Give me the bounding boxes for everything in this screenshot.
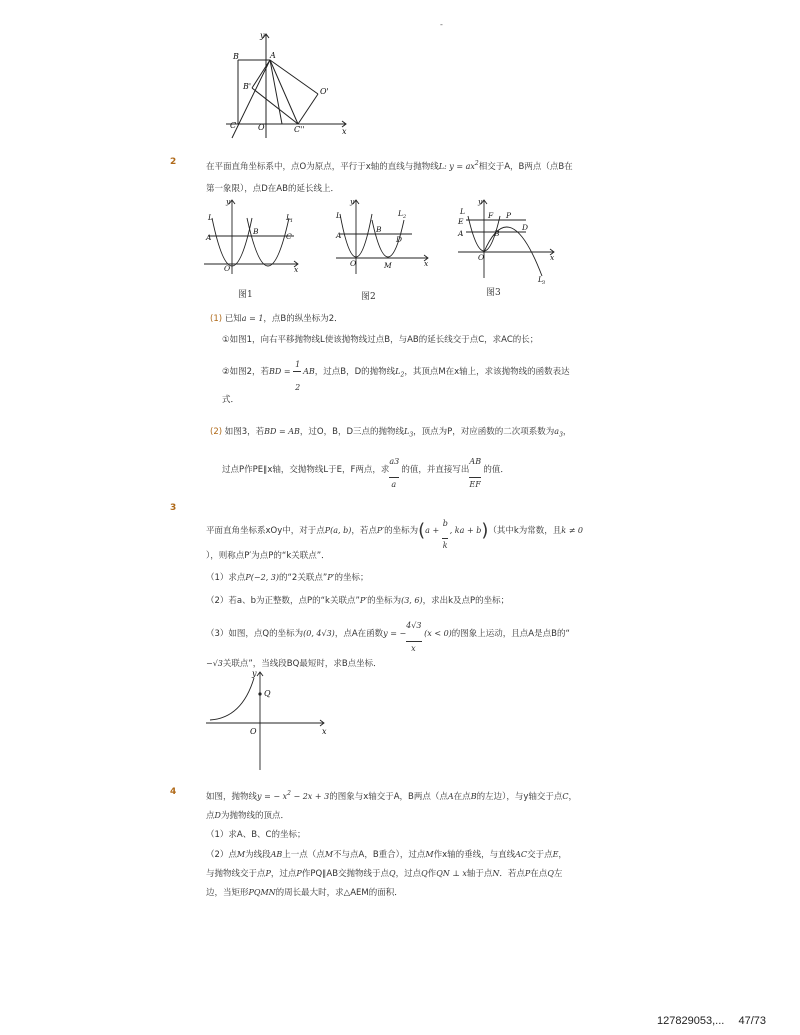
q2-part-1-i: ①如图1，向右平移抛物线L使该抛物线过点B，与AB的延长线交于点C，求AC的长； xyxy=(222,335,539,345)
svg-text:y: y xyxy=(478,197,483,206)
svg-text:L: L xyxy=(538,275,543,284)
q2-stem-line-2: 第一象限），点D在AB的延长线上． xyxy=(206,184,339,194)
svg-text:L: L xyxy=(336,211,341,220)
svg-text:O: O xyxy=(350,259,357,268)
page-number: 47/73 xyxy=(738,1015,766,1027)
q3-stem-line-1: 平面直角坐标系xOy中，对于点P(a, b)，若点P′的坐标为(a + $\frac{b}{k}$ , ka + b)（其中k为常数，且k ≠ 0 xyxy=(206,519,584,550)
svg-text:L: L xyxy=(286,213,291,222)
svg-text:C: C xyxy=(286,232,292,241)
q4-stem-line-2: 点D为抛物线的顶点． xyxy=(206,811,289,821)
q2-figure-3-caption: 图3 xyxy=(486,288,501,298)
svg-text:A: A xyxy=(458,229,464,238)
svg-text:O: O xyxy=(224,264,231,273)
q3-part-3-cont: −√3关联点”，当线段BQ最短时，求B点坐标． xyxy=(206,659,382,669)
q3-part-2: （2）若a、b为正整数，点P的“k关联点”P′的坐标为(3, 6)，求出k及点P的坐标； xyxy=(206,596,510,606)
q2-part-2-stem: (2) 如图3，若BD = AB，过O，B，D三点的抛物线$L_3$，顶点为P，对应函数的二次项系数为$a_3$， xyxy=(210,427,572,439)
svg-text:O: O xyxy=(478,253,485,262)
q2-part-1-ii-cont: 式． xyxy=(222,395,240,405)
svg-text:1: 1 xyxy=(290,218,294,224)
q2-figure-1 xyxy=(202,196,302,276)
svg-text:D: D xyxy=(396,235,403,244)
question-number-4: 4 xyxy=(170,787,177,797)
svg-text:L: L xyxy=(208,213,213,222)
page-footer xyxy=(657,1015,766,1027)
svg-text:B: B xyxy=(253,227,259,236)
svg-text:A: A xyxy=(206,233,212,242)
svg-text:x: x xyxy=(550,253,555,262)
question-number-2: 2 xyxy=(170,157,177,167)
svg-text:y: y xyxy=(350,197,355,206)
svg-text:L: L xyxy=(460,207,465,216)
top-mark: - xyxy=(440,20,443,29)
document-id: 127829053,... xyxy=(657,1015,725,1027)
svg-text:x: x xyxy=(322,727,327,736)
svg-text:O: O xyxy=(250,727,257,736)
svg-text:B: B xyxy=(233,52,239,61)
svg-text:x: x xyxy=(342,127,347,136)
q3-stem-line-2: ），则称点P′为点P的“k关联点”． xyxy=(206,551,330,561)
svg-text:C'': C'' xyxy=(294,125,305,134)
q2-part-1-ii: ②如图2，若BD = $\frac{1}{2}$ AB，过点B，D的抛物线$L_2$，其顶点M在x轴上，求该抛物线的函数表达 xyxy=(222,360,570,392)
svg-text:x: x xyxy=(294,265,299,274)
svg-text:A: A xyxy=(270,51,276,60)
svg-text:C: C xyxy=(230,121,237,130)
q2-part-1-stem: (1) 已知a = 1，点B的纵坐标为2． xyxy=(210,314,343,324)
svg-text:O: O xyxy=(258,123,265,132)
q2-figure-1-caption: 图1 xyxy=(238,290,253,300)
svg-text:A: A xyxy=(336,231,342,240)
q2-stem-line-1: 在平面直角坐标系中，点O为原点，平行于x轴的直线与抛物线L: $y = ax^2$相交于A，B两点（点B在 xyxy=(206,160,573,172)
svg-text:F: F xyxy=(488,211,494,220)
q3-part-3: （3）如图，点Q的坐标为(0, 4√3)，点A在函数y = − $\frac{4√3}{x}$ (x < 0)的图象上运动，且点A是点B的“ xyxy=(206,621,570,653)
svg-text:y: y xyxy=(226,197,231,206)
top-rotation-figure xyxy=(222,30,352,142)
svg-text:2: 2 xyxy=(403,214,407,220)
svg-text:3: 3 xyxy=(542,280,546,284)
svg-text:Q: Q xyxy=(264,689,271,698)
svg-text:P: P xyxy=(506,211,512,220)
svg-text:E: E xyxy=(458,217,464,226)
svg-text:M: M xyxy=(384,261,392,270)
svg-text:D: D xyxy=(522,223,529,232)
svg-text:O': O' xyxy=(320,87,329,96)
q2-part-2-line-2: 过点P作PE∥x轴，交抛物线L于E，F两点，求 $\frac{a3}{a}$ 的值，并直接写出 $\frac{AB}{EF}$ 的值． xyxy=(222,457,509,489)
svg-text:B: B xyxy=(494,229,500,238)
svg-text:x: x xyxy=(424,259,429,268)
q2-figure-3 xyxy=(454,196,556,284)
q4-part-2-line-3: 边，当矩形PQMN的周长最大时，求△AEM的面积． xyxy=(206,888,403,898)
svg-text:y: y xyxy=(252,669,257,678)
q4-part-2-line-2: 与抛物线交于点P，过点P作PQ∥AB交抛物线于点Q，过点Q作QN ⊥ x轴于点N．若点P在点Q左 xyxy=(206,869,563,879)
q2-figure-2 xyxy=(332,196,432,276)
question-number-3: 3 xyxy=(170,503,177,513)
q2-figure-2-caption: 图2 xyxy=(361,292,376,302)
q4-stem-line-1: 如图，抛物线y = − $x^2 - 2x + 3$的图象与x轴交于A，B两点（点A在点B的左边），与y轴交于点C， xyxy=(206,790,578,802)
q4-part-2-line-1: （2）点M为线段AB上一点（点M不与点A，B重合），过点M作x轴的垂线，与直线AC交于点E， xyxy=(206,850,567,860)
q3-figure xyxy=(204,668,328,772)
point-q xyxy=(258,692,261,695)
svg-text:B': B' xyxy=(243,82,252,91)
svg-text:y: y xyxy=(260,31,265,40)
q3-part-1: （1）求点P(−2, 3)的“2关联点”P′的坐标； xyxy=(206,573,369,583)
q4-part-1: （1）求A、B、C的坐标； xyxy=(206,830,306,840)
svg-text:B: B xyxy=(376,225,382,234)
svg-text:L: L xyxy=(398,209,403,218)
